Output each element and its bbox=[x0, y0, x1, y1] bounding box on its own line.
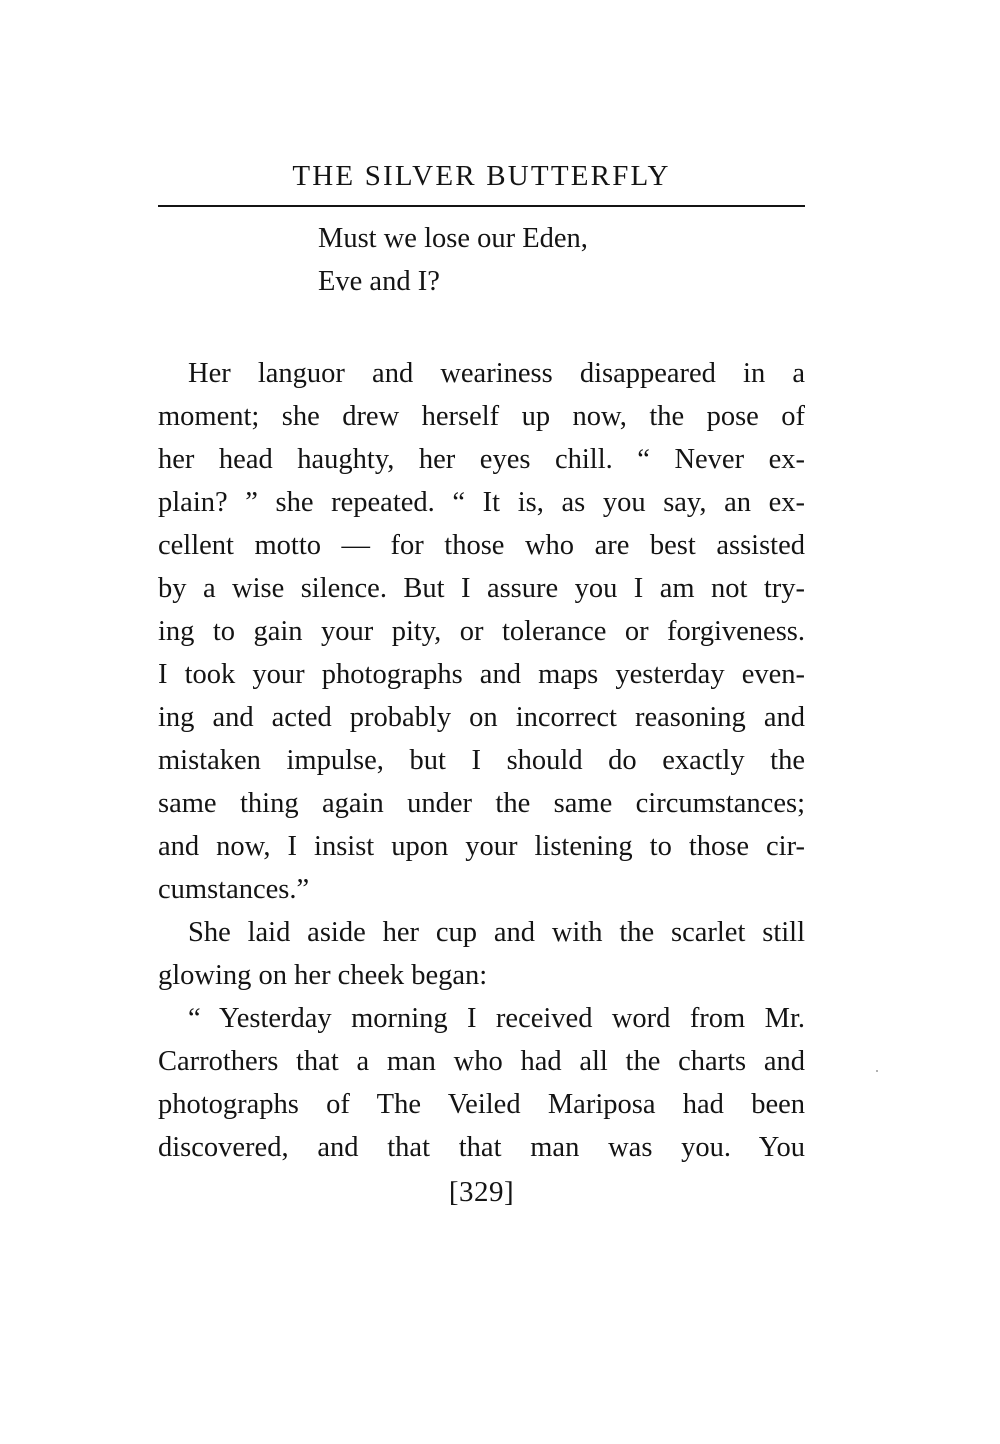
text-line: I took your photographs and maps yesterday even- bbox=[158, 659, 805, 690]
text-line: mistaken impulse, but I should do exactly the bbox=[158, 745, 805, 776]
text-line: glowing on her cheek began: bbox=[158, 960, 488, 991]
text-line: plain? ” she repeated. “ It is, as you say, an ex- bbox=[158, 487, 805, 518]
text-line: same thing again under the same circumstances; bbox=[158, 788, 805, 819]
text-line: by a wise silence. But I assure you I am not try- bbox=[158, 573, 805, 604]
text-line: ing to gain your pity, or tolerance or forgiveness. bbox=[158, 616, 805, 647]
text-line: She laid aside her cup and with the scarlet still bbox=[188, 917, 805, 948]
text-line: moment; she drew herself up now, the pose of bbox=[158, 401, 805, 432]
text-line: photographs of The Veiled Mariposa had been bbox=[158, 1089, 805, 1120]
text-line: ing and acted probably on incorrect reasoning and bbox=[158, 702, 805, 733]
text-line: “ Yesterday morning I received word from Mr. bbox=[188, 1003, 805, 1034]
text-line: her head haughty, her eyes chill. “ Never ex- bbox=[158, 444, 805, 475]
text-line: and now, I insist upon your listening to those cir- bbox=[158, 831, 805, 862]
page-number: [329] bbox=[448, 1176, 515, 1208]
header-rule bbox=[158, 205, 805, 207]
body-text bbox=[158, 352, 805, 1169]
text-line: discovered, and that that man was you. You bbox=[158, 1132, 805, 1163]
text-line: cellent motto — for those who are best assisted bbox=[158, 530, 805, 561]
verse-line: Must we lose our Eden, bbox=[318, 223, 588, 254]
running-header: THE SILVER BUTTERFLY bbox=[292, 160, 671, 192]
text-line: Carrothers that a man who had all the charts and bbox=[158, 1046, 805, 1077]
text-line: cumstances.” bbox=[158, 874, 310, 905]
verse-line: Eve and I? bbox=[318, 266, 440, 297]
paper-speck bbox=[876, 1070, 878, 1072]
text-line: Her languor and weariness disappeared in a bbox=[188, 358, 805, 389]
verse-quotation bbox=[318, 217, 588, 303]
